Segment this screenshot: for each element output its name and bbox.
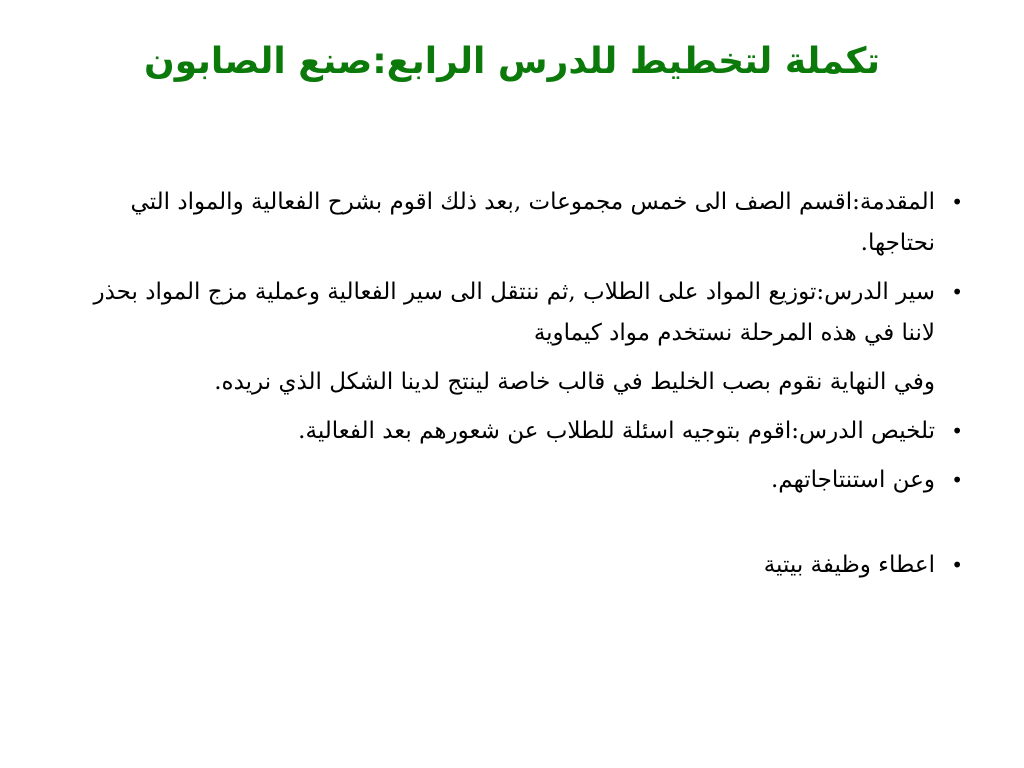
- bullet-dot-icon: •: [951, 280, 963, 304]
- slide-content: [60, 182, 963, 594]
- bullet-item-homework: [60, 545, 963, 586]
- bullet-list-homework: [60, 545, 963, 586]
- bullet-item-lesson-flow: [60, 272, 963, 354]
- bullet-item-conclusions: [60, 460, 963, 501]
- bullet-list-summary: [60, 411, 963, 501]
- bullet-text: تلخيص الدرس:اقوم بتوجيه اسئلة للطلاب عن شعورهم بعد الفعالية.: [298, 418, 935, 444]
- paragraph-ending: وفي النهاية نقوم بصب الخليط في قالب خاصة لينتج لدينا الشكل الذي نريده.: [214, 369, 935, 395]
- bullet-text: وعن استنتاجاتهم.: [771, 467, 935, 493]
- slide-title: تكملة لتخطيط للدرس الرابع:صنع الصابون: [144, 41, 880, 82]
- bullet-dot-icon: •: [951, 190, 963, 214]
- bullet-dot-icon: •: [951, 468, 963, 492]
- bullet-item-intro: [60, 182, 963, 264]
- bullet-dot-icon: •: [951, 419, 963, 443]
- bullet-text: اعطاء وظيفة بيتية: [763, 552, 935, 578]
- bullet-text: المقدمة:اقسم الصف الى خمس مجموعات ,بعد ذلك اقوم بشرح الفعالية والمواد التي نحتاجها.: [130, 189, 935, 256]
- bullet-list: [60, 182, 963, 354]
- bullet-dot-icon: •: [951, 553, 963, 577]
- spacer: [60, 509, 935, 545]
- bullet-text: سير الدرس:توزيع المواد على الطلاب ,ثم ننتقل الى سير الفعالية وعملية مزج المواد بحذر لاننا في هذه المرحلة نستخدم مواد كيماوية: [93, 279, 935, 346]
- bullet-item-summary: [60, 411, 963, 452]
